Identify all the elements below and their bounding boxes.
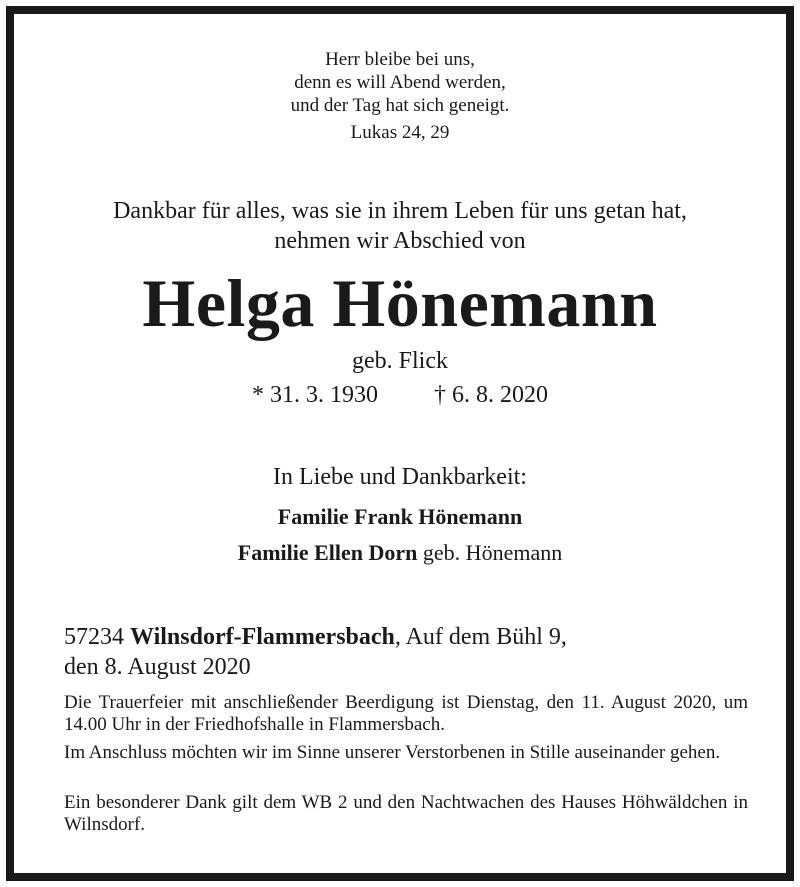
- obituary-notice: [6, 6, 794, 881]
- verse-line: Herr bleibe bei uns,: [325, 49, 475, 70]
- town: Wilnsdorf-Flammersbach: [130, 624, 395, 650]
- intro-line: nehmen wir Abschied von: [274, 228, 526, 254]
- farewell-note: Im Anschluss möchten wir im Sinne unserer Verstorbenen in Stille auseinander gehen.: [64, 742, 721, 763]
- family-ellen-maiden: geb. Hönemann: [422, 540, 563, 565]
- bible-verse: [14, 48, 786, 144]
- maiden-name: geb. Flick: [352, 348, 448, 374]
- death-date: † 6. 8. 2020: [434, 382, 548, 408]
- verse-reference: Lukas 24, 29: [350, 122, 450, 143]
- verse-line: und der Tag hat sich geneigt.: [290, 95, 510, 116]
- funeral-info: Die Trauerfeier mit anschließender Beerdigung ist Dienstag, den 11. August 2020, um 14.00 Uhr in der Friedhofshalle in Flammersbach.: [64, 692, 748, 735]
- notice-date: den 8. August 2020: [64, 654, 251, 680]
- intro-line: Dankbar für alles, was sie in ihrem Leben für uns getan hat,: [113, 198, 687, 224]
- deceased-name: Helga Hönemann: [142, 265, 658, 341]
- mourners-heading: In Liebe und Dankbarkeit:: [273, 464, 527, 490]
- thanks-note: Ein besonderer Dank gilt dem WB 2 und den Nachtwachen des Hauses Höhwäldchen in Wilnsdorf.: [64, 792, 748, 835]
- postcode: 57234: [64, 624, 124, 650]
- family-ellen: [14, 540, 786, 566]
- verse-line: denn es will Abend werden,: [294, 72, 506, 93]
- street: , Auf dem Bühl 9,: [394, 624, 567, 650]
- family-frank: Familie Frank Hönemann: [277, 504, 523, 529]
- life-dates: [14, 382, 786, 409]
- birth-date: * 31. 3. 1930: [252, 382, 378, 408]
- family-ellen-name: Familie Ellen Dorn: [237, 540, 418, 565]
- intro-text: [14, 196, 786, 256]
- address: [64, 622, 567, 682]
